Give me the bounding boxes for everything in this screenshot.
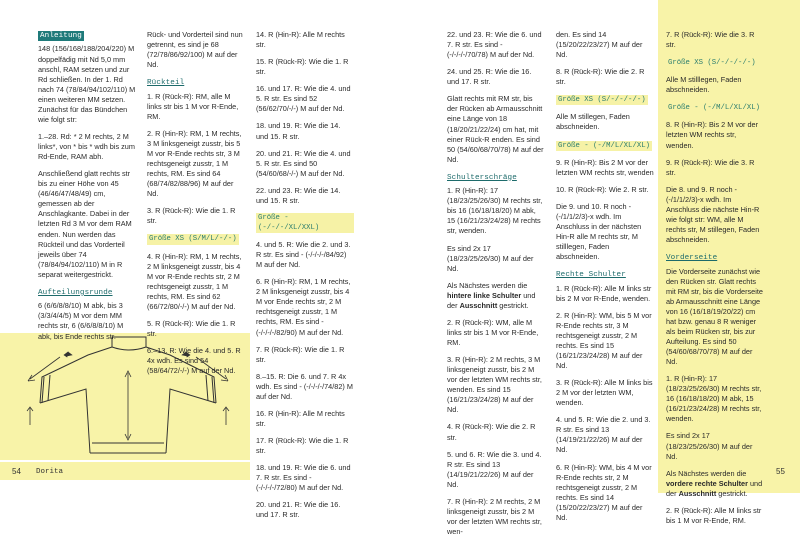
instruction-row: 5. und 6. R: Wie die 3. und 4. R str. Es sind 13 (14/19/21/22/26) M auf der Nd. [447,449,542,489]
instruction-row: 5. R (Rück-R): Wie die 1. R str. [147,318,236,338]
instruction-row: 4. R (Rück-R): Wie die 2. R str. [447,422,536,442]
paragraph: Glatt rechts mit RM str, bis der Rücken ab Armausschnitt eine Länge von 18 (18/20/21/22/24) cm hat, mit einer Rück-R enden. Es sind 50 (54/60/68/70/78) M auf der Nd. [447,94,544,164]
size-label: Größe - (-/M/L/XL/XL) [668,104,760,113]
instruction-row: 3. R (Rück-R): Alle M links bis 2 M vor der letzten WM, wenden. [556,378,653,408]
instruction-row: 20. und 21. R: Wie die 16. und 17. R str. [256,500,341,520]
column-4 [447,30,545,544]
instruction-row: 4. und 5. R: Wie die 2. und 3. R str. Es sind - (-/-/-/-/84/92) M auf der Nd. [256,240,351,270]
paragraph: 148 (156/168/188/204/220) M doppelfädig mit Nd 5,0 mm anschl, RAM setzen und zur Rd schließen. In der 1. Rd nach 74 (78/84/94/102/110) M einen weiteren MM setzen. Zunächst für das Bündchen wie folgt str: [38,44,136,124]
instruction-row: 8. R (Hin-R): Bis 2 M vor der letzten WM rechts str, wenden. [666,120,759,150]
instruction-row: 4. R (Hin-R): RM, 1 M rechts, 2 M linksgeneigt zusstr, bis 4 M vor R-Ende rechts str, 2 M rechtsgeneigt zusstr, 1 M rechts, RM. Es sind 62 (66/72/80/-/-) M auf der Nd. [147,251,242,311]
instruction-row: 14. R (Hin-R): Alle M rechts str. [256,30,345,50]
instruction-row: 18. und 19. R: Wie die 14. und 15. R str. [256,121,341,141]
paragraph: 1.–28. Rd: * 2 M rechts, 2 M links*, von * bis * wdh bis zum Rd-Ende, RAM abh. [38,131,135,162]
instruction-row: 24. und 25. R: Wie die 16. und 17. R str. [447,67,532,87]
instruction-row: 18. und 19. R: Wie die 6. und 7. R str. Es sind - (-/-/-/-/72/80) M auf der Nd. [256,463,351,493]
paragraph: Rück- und Vorderteil sind nun getrennt, es sind je 68 (72/78/86/92/100) M auf der Nd. [147,30,243,70]
instruction-row: 1. R (Rück-R): RM, alle M links str bis 1 M vor R-Ende, RM. [147,91,239,121]
instruction-row: 1. R (Rück-R): Alle M links str bis 2 M vor R-Ende, wenden. [556,283,652,303]
heading-anleitung: Anleitung [40,32,82,40]
instruction-row: 20. und 21. R: Wie die 4. und 5. R str. Es sind 50 (54/60/68/-/-) M auf der Nd. [256,148,351,178]
instruction-row: 6. R (Hin-R): WM, bis 4 M vor R-Ende rechts str, 2 M rechtsgeneigt zusstr, 2 M rechts. Es sind 14 (15/20/22/23/27) M auf der Nd. [556,462,652,522]
paragraph: Es sind 2x 17 (18/23/25/26/30) M auf der Nd. [666,431,753,461]
paragraph: Als Nächstes werden die vordere rechte Schulter und der Ausschnitt gestrickt. [666,468,763,498]
instruction-row: 2. R (Rück-R): Alle M links str bis 1 M vor R-Ende, RM. [666,505,762,525]
instruction-row: 1. R (Hin-R): 17 (18/23/25/26/30) M rechts str, bis 16 (16/18/18/20) M abk, 15 (16/21/23/24/28) M rechts str, wenden. [447,186,543,236]
instruction-row: 7. R (Rück-R): Wie die 1. R str. [256,344,345,364]
column-6 [666,30,764,533]
instruction-row: 15. R (Rück-R): Wie die 1. R str. [256,57,349,77]
paragraph: Anschließend glatt rechts str bis zu einer Höhe von 45 (46/46/47/48/49) cm, gemessen ab der Anschlagkante. Dabei in der letzten Rd 3 M vor dem RAM enden. Nun werden das Rückteil und das Vorderteil jeweils über 74 (78/84/94/102/110) M in R separat weitergestrickt. [38,169,132,279]
instruction-row: 3. R (Hin-R): 2 M rechts, 3 M linksgeneigt zusstr, bis 2 M vor der letzten WM rechts str, wenden. Es sind 15 (16/21/23/24/28) M auf der Nd. [447,355,542,415]
instruction-row: 9. R (Rück-R): Wie die 3. R str. [666,157,755,177]
instruction-row: 2. R (Rück-R): WM, alle M links str bis 1 M vor R-Ende, RM. [447,317,539,348]
instruction-row: 1. R (Hin-R): 17 (18/23/25/26/30) M rechts str, 16 (16/18/18/20) M abk, 15 (16/21/23/24/28) M rechts str, wenden. [666,374,762,424]
instruction-row: 2. R (Hin-R): RM, 1 M rechts, 3 M linksgeneigt zusstr, bis 5 M vor R-Ende rechts str, 3 M rechtsgeneigt zusstr, 1 M rechts, RM. Es sind 64 (68/74/82/88/96) M auf der Nd. [147,128,242,199]
size-label: Größe - (-/M/L/XL/XL) [558,141,650,150]
instruction-row: 8. R (Rück-R): Wie die 2. R str. [556,67,645,87]
heading-rechte-schulter: Rechte Schulter [556,271,626,280]
instruction-row: 6. R (Hin-R): RM, 1 M rechts, 2 M linksgeneigt zusstr, bis 4 M vor Ende rechts str, 2 M rechtsgeneigt zusstr, 1 M rechts, RM. Es sind - (-/-/-/-/82/90) M auf der Nd. [256,277,351,337]
heading-schulterschraege: Schulterschräge [447,173,517,182]
column-1 [38,30,136,349]
page-number-left: 54 [12,467,21,476]
instruction-row: 22. und 23. R: Wie die 14. und 15. R str. [256,185,341,205]
instruction-row: 22. und 23. R: Wie die 6. und 7. R str. Es sind - (-/-/-/-/70/78) M auf der Nd. [447,30,542,60]
page-number-right: 55 [776,467,785,476]
size-label: Größe XS (S/-/-/-/-) [558,96,646,105]
instruction-row: 7. R (Rück-R): Wie die 3. R str. [666,30,755,50]
size-label: Größe XS (S/-/-/-/-) [668,59,756,68]
heading-rueckteil: Rückteil [147,79,185,88]
instruction-row: 6.–13. R: Wie die 4. und 5. R 4x wdh. Es sind 54 (58/64/72/-/-) M auf der Nd. [147,346,241,376]
paragraph: Als Nächstes werden die hintere linke Schulter und der Ausschnitt gestrickt. [447,280,536,310]
column-3 [256,30,354,527]
paragraph: den. Es sind 14 (15/20/22/23/27) M auf der Nd. [556,30,643,60]
instruction-row: 4. und 5. R: Wie die 2. und 3. R str. Es sind 13 (14/19/21/22/26) M auf der Nd. [556,415,651,455]
brand-name: Dorita [36,468,64,476]
size-label: Größe XS (S/M/L/-/-) [149,235,237,244]
instruction-row: 16. R (Hin-R): Alle M rechts str. [256,408,345,428]
instruction-row: 3. R (Rück-R): Wie die 1. R str. [147,206,236,226]
instruction-row: 10. R (Rück-R): Wie 2. R str. [556,184,649,194]
instruction-row: 16. und 17. R: Wie die 4. und 5. R str. Es sind 52 (56/62/70/-/-) M auf der Nd. [256,84,351,114]
paragraph: Die Vorderseite zunächst wie den Rücken str. Glatt rechts mit RM str, bis die Vorderseite ab Armausschnitt eine Länge von 16 (16/18/19/20/22) cm hat bzw. genau 8 R weniger als beim Rücken str, bis zur Aufteilung. Es sind 50 (54/60/68/70/78) M auf der Nd. [666,266,763,367]
heading-aufteilungsrunde: Aufteilungsrunde [38,288,113,297]
heading-vorderseite: Vorderseite [666,254,718,263]
instruction-row: 8.–15. R: Die 6. und 7. R 4x wdh. Es sind - (-/-/-/-/74/82) M auf der Nd. [256,371,353,401]
instruction-row: 7. R (Hin-R): 2 M rechts, 2 M linksgeneigt zusstr, bis 2 M vor der letzten WM rechts str, wen- [447,496,542,537]
paragraph: Alle M stilllegen, Faden abschneiden. [666,75,742,95]
instruction-row: 17. R (Rück-R): Wie die 1. R str. [256,436,349,456]
instruction-row: 9. R (Hin-R): Bis 2 M vor der letzten WM rechts str, wenden [556,157,654,177]
instruction-row: 2. R (Hin-R): WM, bis 5 M vor R-Ende rechts str, 3 M rechtsgeneigt zusstr, 2 M rechts. Es sind 15 (16/21/23/24/28) M auf der Nd. [556,310,652,371]
column-5 [556,30,654,530]
paragraph: Die 8. und 9. R noch - (-/1/1/2/3)-x wdh. Im Anschluss die nächste Hin-R wie folgt str: WM, alle M rechts str, M stillegen, Faden abschneiden. [666,184,760,244]
paragraph: Alle M stillegen, Faden abschneiden. [556,112,630,132]
paragraph: Die 9. und 10. R noch - (-/1/1/2/3)-x wdh. Im Anschluss in der nächsten Hin-R alle M rechts str, M stilllegen, Faden abschneiden. [556,201,642,262]
paragraph: Es sind 2x 17 (18/23/25/26/30) M auf der Nd. [447,243,534,273]
size-label: Größe - (-/-/-/XL/XXL) [256,213,354,233]
paragraph: 6 (6/6/8/8/10) M abk, bis 3 (3/3/4/4/5) M vor dem MM rechts str, 6 (6/6/8/8/10) M abk, bis Ende rechts str. [38,301,124,341]
column-2 [147,30,245,383]
